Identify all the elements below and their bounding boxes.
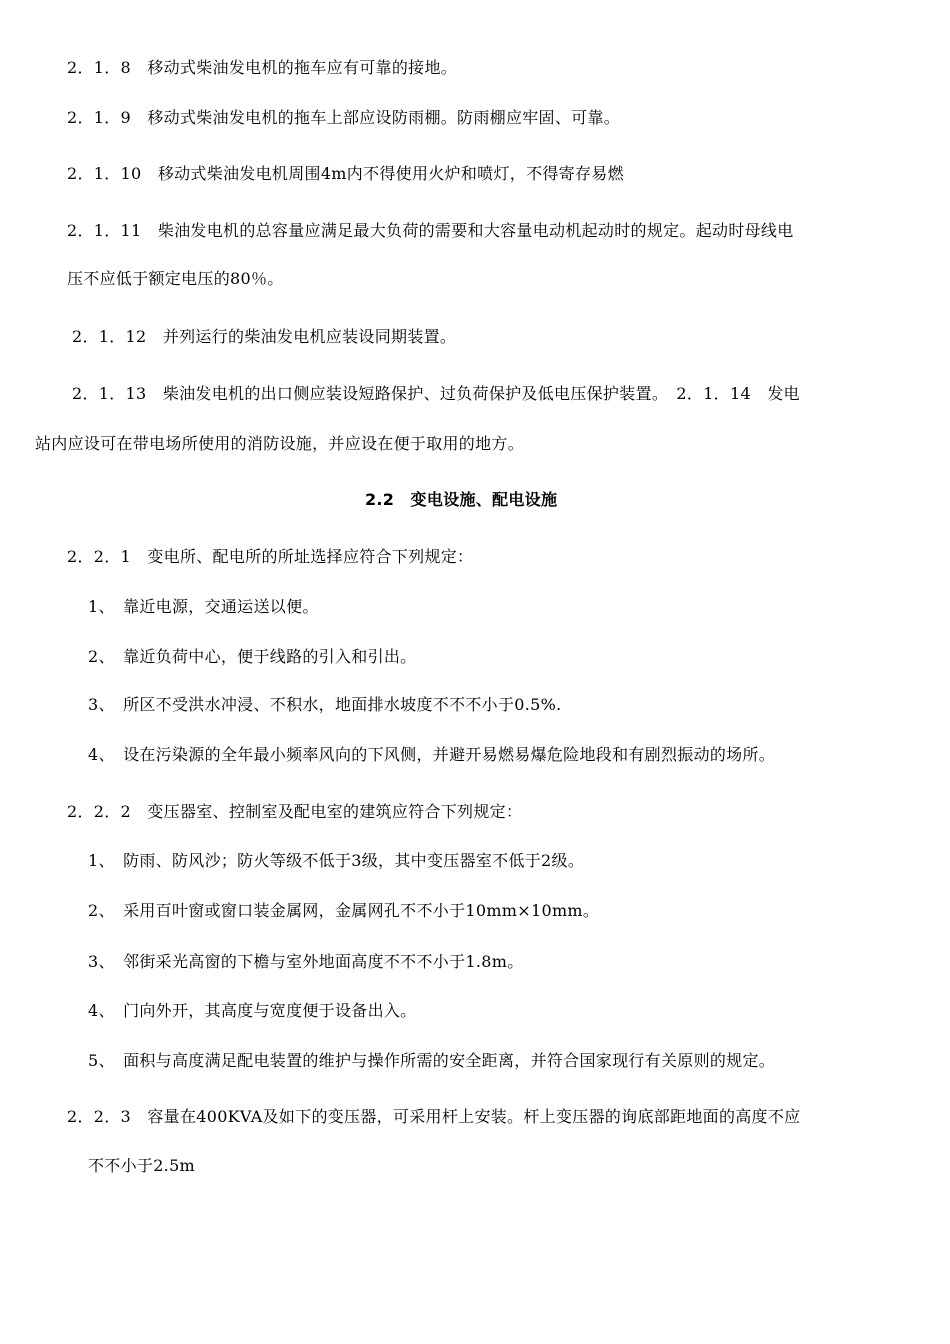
list-item-2-2-1-3: 3、 所区不受洪水冲浸、不积水，地面排水坡度不不不小于0.5%.: [88, 695, 562, 714]
clause-2-2-1: 2．2．1 变电所、配电所的所址选择应符合下列规定：: [67, 547, 474, 566]
list-item-2-2-2-3: 3、 邻街采光高窗的下檐与室外地面高度不不不小于1.8m。: [88, 952, 524, 971]
clause-2-1-10: 2．1．10 移动式柴油发电机周围4m内不得使用火炉和喷灯，不得寄存易燃: [67, 164, 624, 183]
list-item-2-2-1-4: 4、 设在污染源的全年最小频率风向的下风侧，并避开易燃易爆危险地段和有剧烈振动的场所。: [88, 745, 776, 764]
clause-2-1-8: 2．1．8 移动式柴油发电机的拖车应有可靠的接地。: [67, 58, 458, 77]
list-item-2-2-2-5: 5、 面积与高度满足配电装置的维护与操作所需的安全距离，并符合国家现行有关原则的规定。: [88, 1051, 776, 1070]
clause-2-2-3-continued: 不不小于2.5m: [88, 1156, 196, 1175]
clause-2-1-11-continued: 压不应低于额定电压的80％。: [67, 269, 284, 288]
clause-2-1-13: 2．1．13 柴油发电机的出口侧应装设短路保护、过负荷保护及低电压保护装置。 2．1．14 发电: [72, 384, 800, 403]
list-item-2-2-2-2: 2、 采用百叶窗或窗口装金属网，金属网孔不不小于10mm×10mm。: [88, 901, 600, 920]
clause-2-1-12: 2．1．12 并列运行的柴油发电机应装设同期装置。: [72, 327, 457, 346]
clause-2-2-2: 2．2．2 变压器室、控制室及配电室的建筑应符合下列规定：: [67, 802, 523, 821]
clause-2-1-11: 2．1．11 柴油发电机的总容量应满足最大负荷的需要和大容量电动机起动时的规定。起动时母线电: [67, 221, 794, 240]
section-heading-2-2: 2.2 变电设施、配电设施: [365, 490, 558, 509]
list-item-2-2-1-2: 2、 靠近负荷中心，便于线路的引入和引出。: [88, 647, 417, 666]
list-item-2-2-2-1: 1、 防雨、防风沙；防火等级不低于3级，其中变压器室不低于2级。: [88, 851, 585, 870]
clause-2-1-9: 2．1．9 移动式柴油发电机的拖车上部应设防雨棚。防雨棚应牢固、可靠。: [67, 108, 621, 127]
list-item-2-2-2-4: 4、 门向外开，其高度与宽度便于设备出入。: [88, 1001, 417, 1020]
clause-2-2-3: 2．2．3 容量在400KVA及如下的变压器，可采用杆上安装。杆上变压器的询底部距地面的高度不应: [67, 1107, 801, 1126]
clause-2-1-14-continued: 站内应设可在带电场所使用的消防设施，并应设在便于取用的地方。: [35, 434, 525, 453]
list-item-2-2-1-1: 1、 靠近电源，交通运送以便。: [88, 597, 319, 616]
